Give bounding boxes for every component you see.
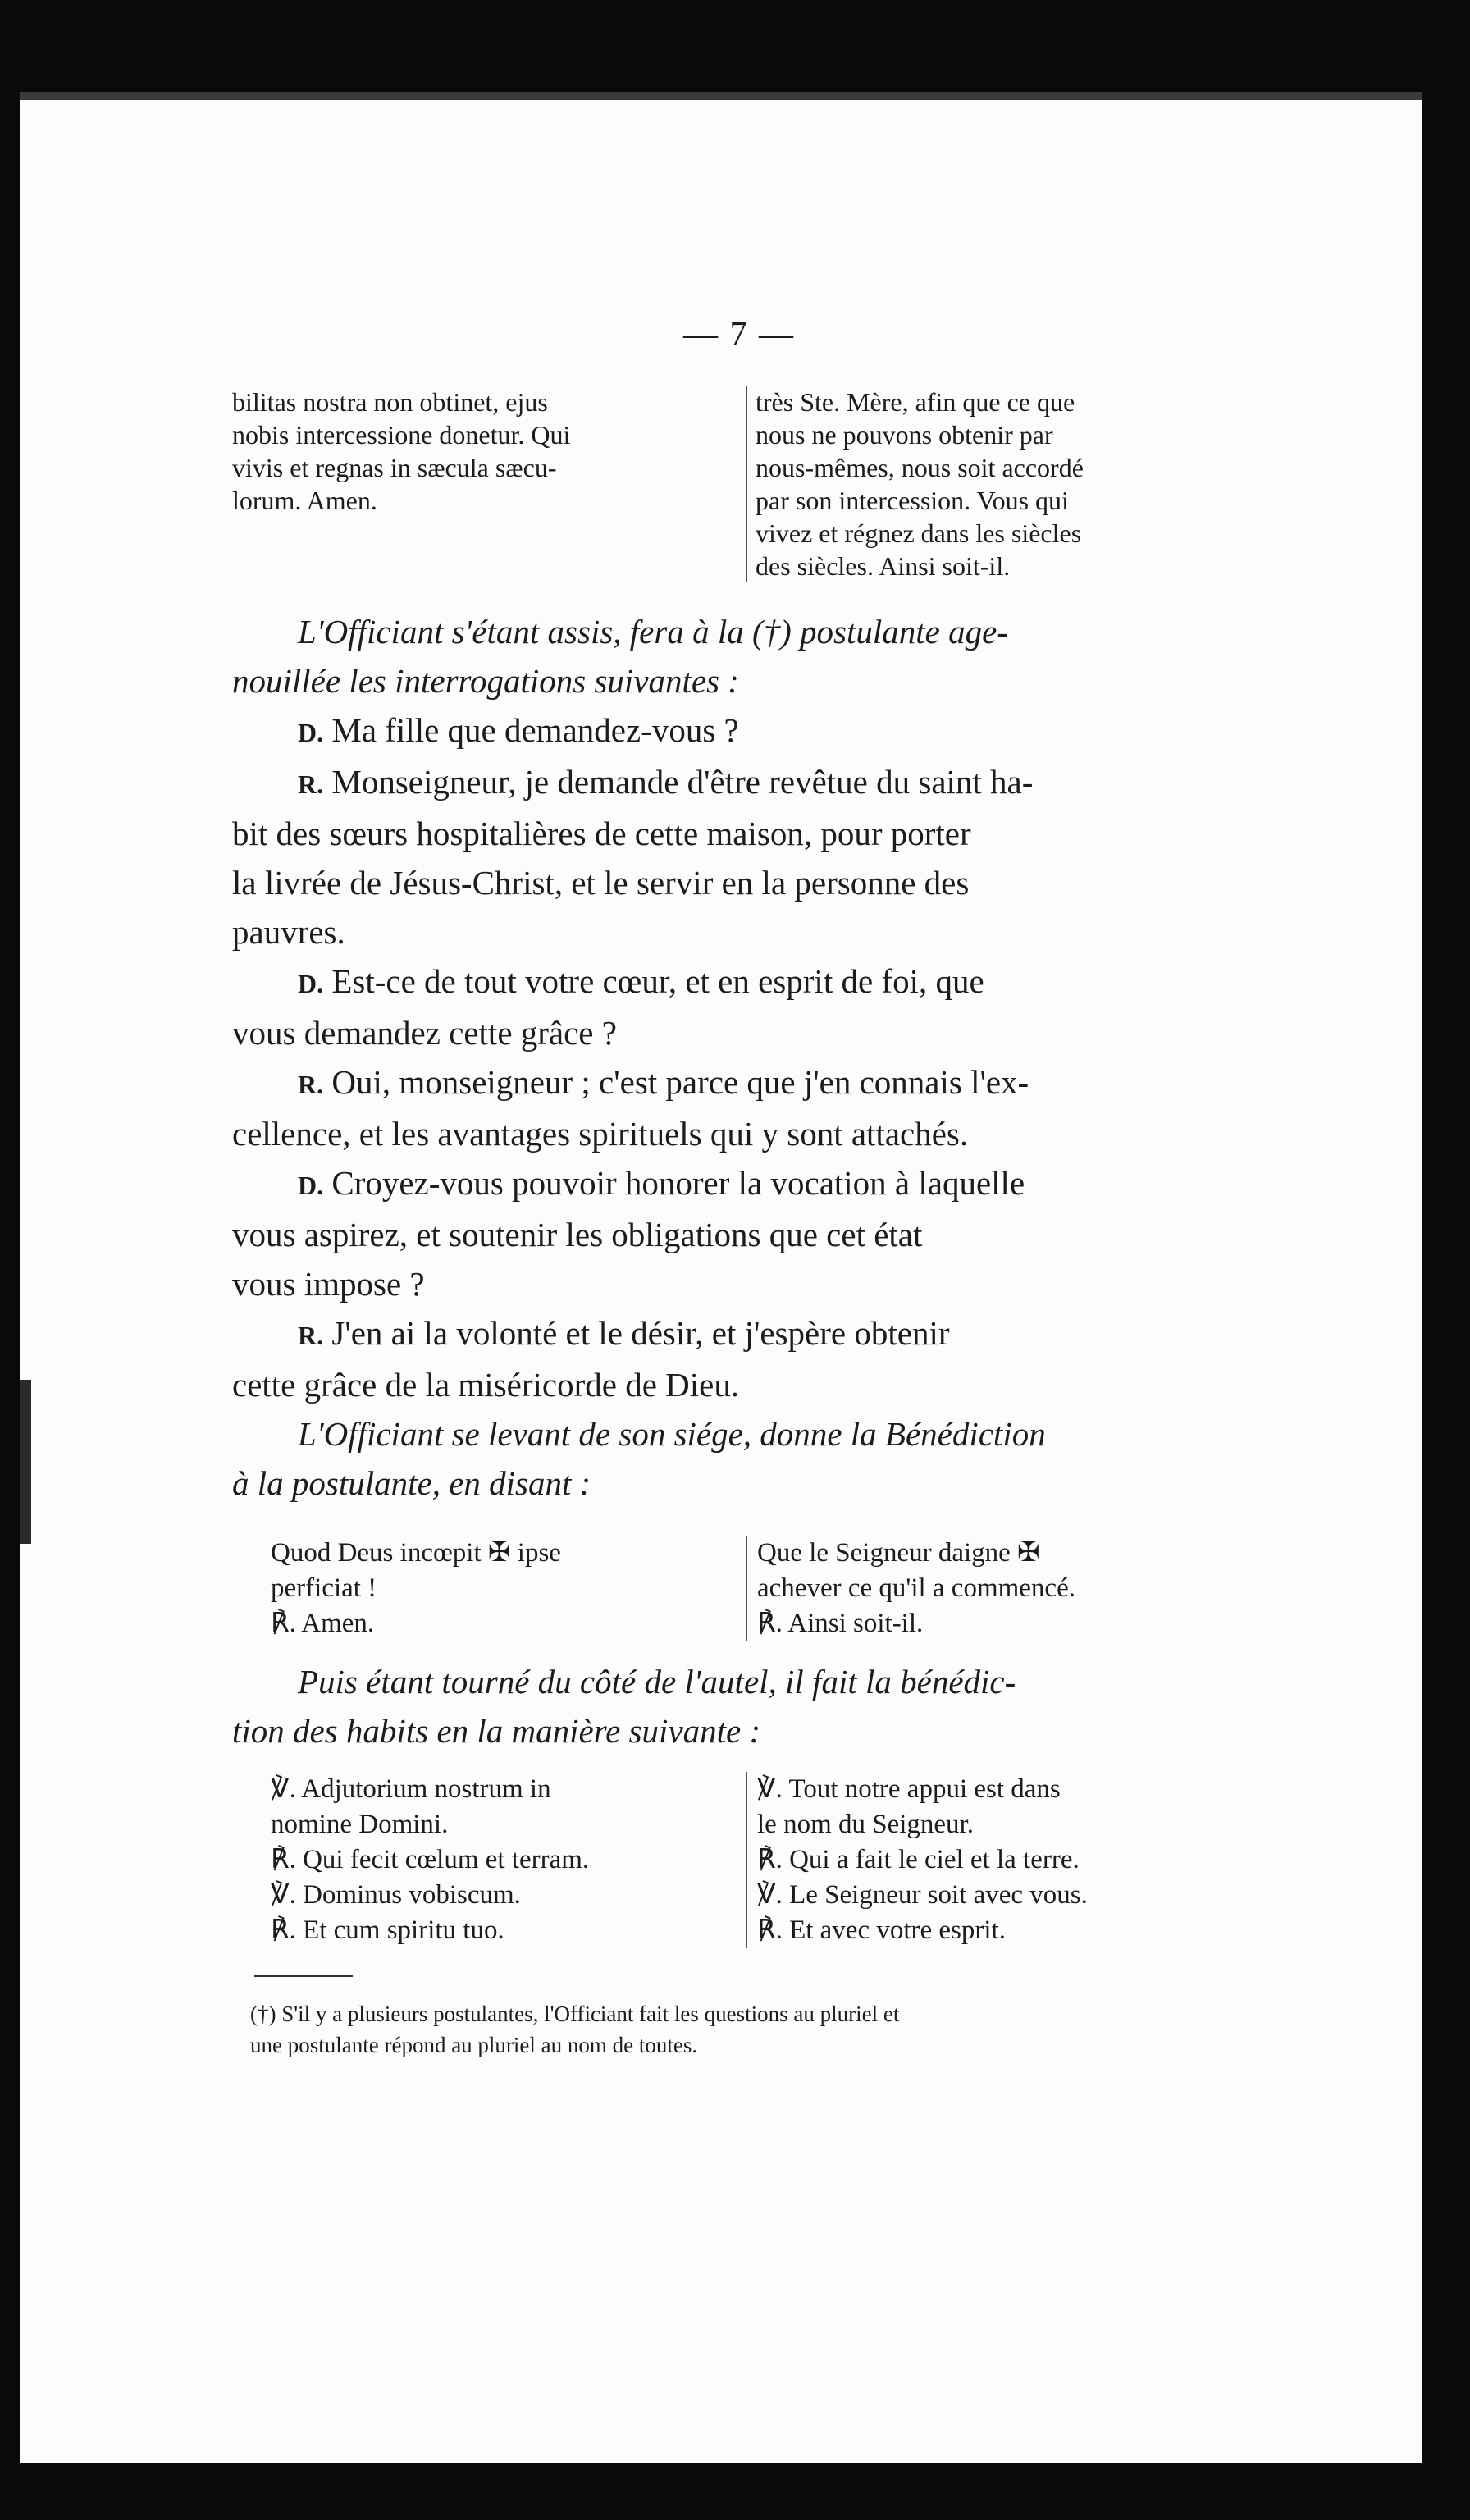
speaker-label: D. [298,1171,324,1200]
text-line: ℟. Amen. [271,1609,375,1638]
text-line: nobis intercessione donetur. Qui [232,420,571,450]
main-text [232,607,1229,1508]
rubric-seated-cont: nouillée les interrogations suivantes : [232,662,739,700]
dialogue-line: D. Ma fille que demandez-vous ? [298,711,739,749]
text-line: ℣. Adjutorium nostrum in [271,1774,551,1804]
dialogue-line: pauvres. [232,913,345,951]
text-line: vivez et régnez dans les siècles [756,518,1082,548]
dialogue-line: R. Oui, monseigneur ; c'est parce que j'en connais l'ex- [298,1063,1029,1101]
dialogue-line: vous aspirez, et soutenir les obligations que cet état [232,1216,923,1253]
text-line: ℟. Ainsi soit-il. [757,1609,924,1638]
blessing-french [746,1536,1249,1641]
speaker-label: R. [298,1070,324,1099]
rubric-blessing: L'Officiant se levant de son siége, donne la Bénédiction [298,1415,1046,1453]
dialogue-line: D. Croyez-vous pouvoir honorer la vocation à laquelle [298,1164,1025,1202]
versicles-latin [271,1772,730,1948]
french-prayer-column [746,386,1239,582]
dialogue-line: vous impose ? [232,1265,425,1303]
text-line: bilitas nostra non obtinet, ejus [232,387,548,417]
text-line: lorum. Amen. [232,486,377,515]
rubric-seated: L'Officiant s'étant assis, fera à la (†) postulante age- [298,613,1008,651]
text-line: perficiat ! [271,1573,377,1603]
rubric-blessing-cont: à la postulante, en disant : [232,1464,591,1502]
rubric-vestments-cont: tion des habits en la manière suivante : [232,1712,761,1750]
text-line: ℟. Et cum spiritu tuo. [271,1915,504,1945]
text-line: nous ne pouvons obtenir par [756,420,1053,450]
dialogue-line: cette grâce de la miséricorde de Dieu. [232,1366,740,1404]
text-line: nous-mêmes, nous soit accordé [756,453,1084,482]
text-line: ℟. Qui fecit cœlum et terram. [271,1845,590,1874]
dialogue-line: bit des sœurs hospitalières de cette maison, pour porter [232,815,971,852]
speaker-label: D. [298,718,324,747]
text-line: ℣. Dominus vobiscum. [271,1880,521,1910]
text-line: achever ce qu'il a commencé. [757,1573,1075,1603]
blessing-latin [271,1536,730,1641]
speaker-label: R. [298,769,324,799]
main-text-2 [232,1657,1229,1755]
text-line: ℣. Tout notre appui est dans [757,1774,1061,1804]
footnote-rule [254,1975,353,1977]
latin-prayer-column [232,386,733,517]
text-line: nomine Domini. [271,1810,449,1839]
text-line: très Ste. Mère, afin que ce que [756,387,1075,417]
text-line: des siècles. Ainsi soit-il. [756,551,1011,581]
text-line: ℟. Qui a fait le ciel et la terre. [757,1845,1080,1874]
binding-shadow [20,1380,31,1544]
text-line: Quod Deus incœpit ✠ ipse [271,1538,561,1568]
footnote [250,1998,1235,2061]
dialogue-line: D. Est-ce de tout votre cœur, et en esprit de foi, que [298,962,984,1000]
dialogue-line: R. Monseigneur, je demande d'être revêtue du saint ha- [298,763,1034,801]
text-line: vivis et regnas in sæcula sæcu- [232,453,557,482]
rubric-vestments: Puis étant tourné du côté de l'autel, il fait la bénédic- [298,1663,1016,1701]
versicles-french [746,1772,1249,1948]
text-line: par son intercession. Vous qui [756,486,1069,515]
text-line: le nom du Seigneur. [757,1810,974,1839]
text-line: ℣. Le Seigneur soit avec vous. [757,1880,1088,1910]
footnote-line: une postulante répond au pluriel au nom de toutes. [250,2033,698,2057]
dialogue-line: la livrée de Jésus-Christ, et le servir en la personne des [232,864,970,902]
page-number: — 7 — [683,316,795,354]
dialogue-line: cellence, et les avantages spirituels qui y sont attachés. [232,1115,969,1153]
dialogue-line: R. J'en ai la volonté et le désir, et j'espère obtenir [298,1314,950,1352]
dialogue-line: vous demandez cette grâce ? [232,1014,617,1052]
speaker-label: D. [298,969,324,998]
text-line: ℟. Et avec votre esprit. [757,1915,1006,1945]
footnote-line: (†) S'il y a plusieurs postulantes, l'Officiant fait les questions au pluriel et [250,2002,900,2026]
speaker-label: R. [298,1321,324,1350]
text-line: Que le Seigneur daigne ✠ [757,1538,1040,1568]
